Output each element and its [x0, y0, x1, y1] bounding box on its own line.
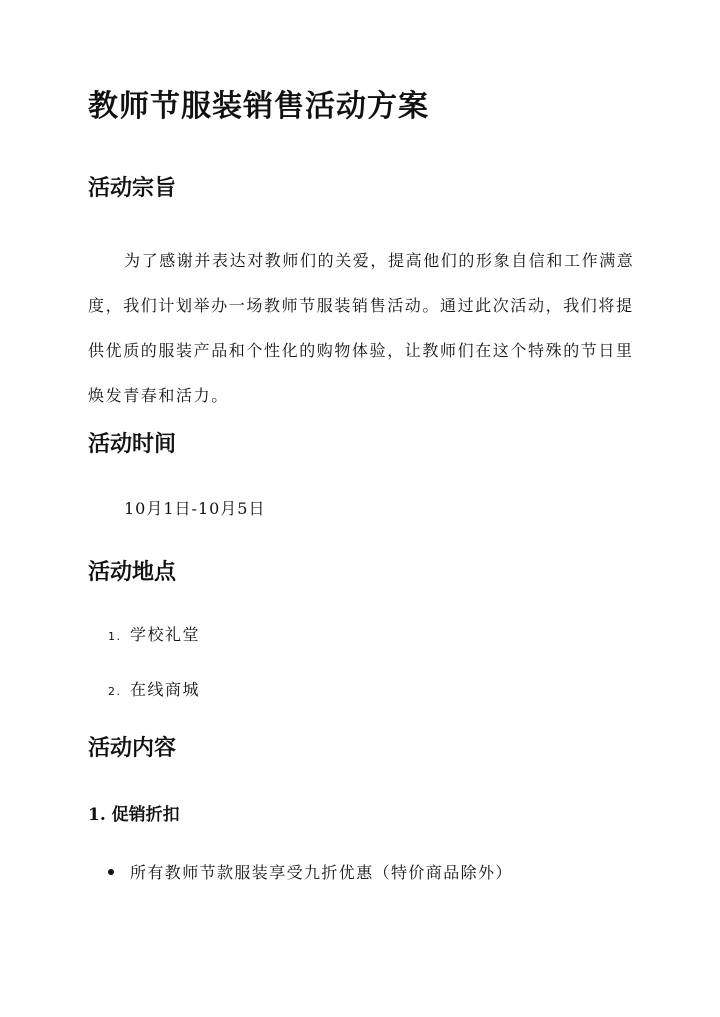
location-list-item [108, 675, 200, 707]
purpose-paragraph: 为了感谢并表达对教师们的关爱，提高他们的形象自信和工作满意度，我们计划举办一场教师节服装销售活动。通过此次活动，我们将提供优质的服装产品和个性化的购物体验，让教师们在这个特殊的节日里焕发青春和活力。 [88, 251, 635, 405]
bullet-text: 所有教师节款服装享受九折优惠（特价商品除外） [130, 863, 513, 882]
list-number: 1. [108, 630, 122, 643]
section-heading-location: 活动地点 [88, 559, 177, 585]
location-text: 学校礼堂 [130, 625, 201, 644]
section-heading-time: 活动时间 [88, 431, 177, 457]
event-dates: 10月1日-10月5日 [124, 499, 266, 518]
subsection-heading-discount: 1. 促销折扣 [88, 805, 180, 825]
bullet-icon [108, 869, 114, 875]
list-number: 2. [108, 685, 122, 698]
location-text: 在线商城 [130, 680, 201, 699]
document-title: 教师节服装销售活动方案 [88, 89, 429, 124]
location-list-item [108, 620, 200, 652]
section-heading-content: 活动内容 [88, 735, 177, 761]
list-item [104, 858, 513, 888]
section-heading-purpose: 活动宗旨 [88, 175, 177, 201]
